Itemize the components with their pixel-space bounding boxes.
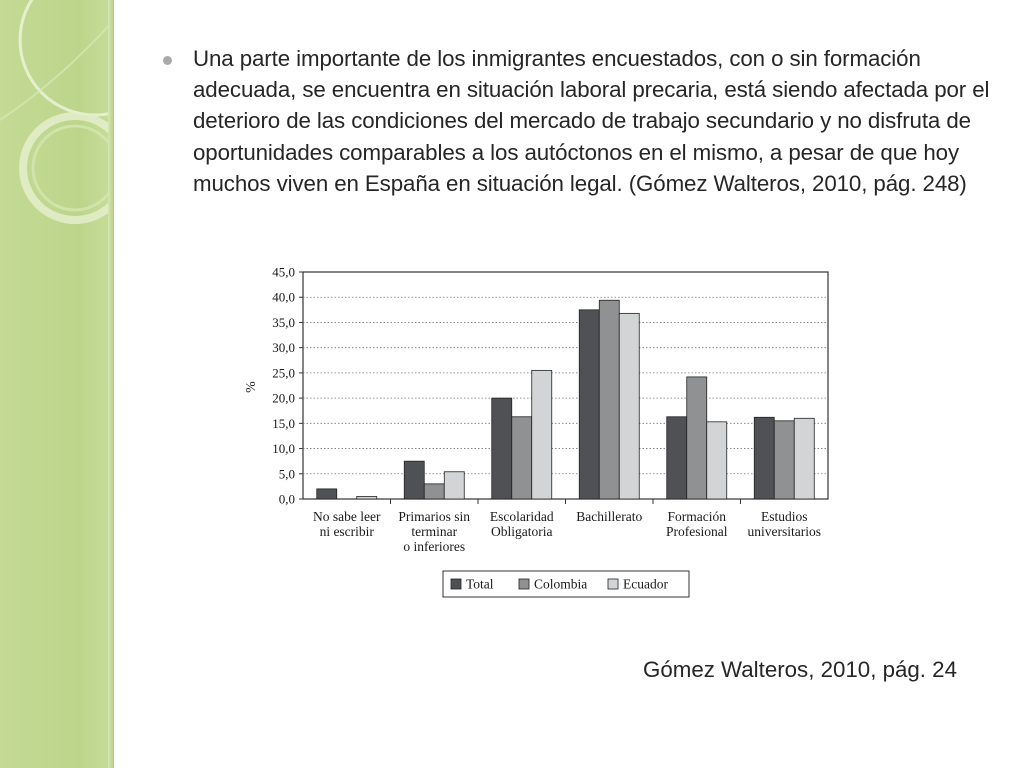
quote-paragraph: Una parte importante de los inmigrantes encuestados, con o sin formación adecuada, se encuentra en situación laboral precaria, está siendo afectada por el deterioro de las condiciones del mercado de trabajo secundario y no disfruta de oportunidades comparables a los autóctonos en el mismo, a pesar de que hoy muchos viven en España en situación legal. (Gómez Walteros, 2010, pág. 248) xyxy=(193,46,990,196)
decorative-sidebar xyxy=(0,0,114,768)
y-tick-label: 15,0 xyxy=(272,415,295,431)
y-tick-label: 40,0 xyxy=(272,289,295,305)
bar-colombia-4 xyxy=(687,377,707,499)
y-tick-label: 5,0 xyxy=(278,466,295,482)
bar-ecuador-2 xyxy=(532,370,552,499)
x-category-label: Primarios sin xyxy=(398,509,471,524)
x-category-label: Formación xyxy=(667,509,726,524)
x-category-label: Bachillerato xyxy=(576,509,643,524)
x-category-label: Estudios xyxy=(760,509,808,524)
y-tick-label: 25,0 xyxy=(272,365,295,381)
bar-colombia-3 xyxy=(599,300,619,499)
x-category-label: terminar xyxy=(411,524,458,539)
legend-swatch-colombia xyxy=(519,579,529,589)
decorative-circles xyxy=(0,0,114,768)
bar-total-5 xyxy=(754,417,774,499)
x-category-label: ni escribir xyxy=(319,524,374,539)
bar-total-2 xyxy=(492,398,512,499)
legend-label-total: Total xyxy=(466,576,494,592)
x-category-label: o inferiores xyxy=(403,539,466,554)
y-tick-label: 30,0 xyxy=(272,340,295,356)
bar-colombia-2 xyxy=(512,417,532,499)
bar-colombia-5 xyxy=(774,421,794,499)
x-category-label: Obligatoria xyxy=(491,524,553,539)
x-category-label: Escolaridad xyxy=(489,509,554,524)
bar-ecuador-5 xyxy=(794,418,814,499)
bar-total-0 xyxy=(317,489,337,499)
y-tick-label: 0,0 xyxy=(278,491,295,507)
bar-total-1 xyxy=(404,461,424,499)
bar-ecuador-4 xyxy=(707,422,727,499)
plot-area xyxy=(303,272,828,499)
citation-text: Gómez Walteros, 2010, pág. 24 xyxy=(643,657,957,682)
x-category-label: universitarios xyxy=(747,524,821,539)
bullet-point xyxy=(163,56,172,65)
y-tick-label: 35,0 xyxy=(272,314,295,330)
bar-total-4 xyxy=(667,417,687,499)
bar-ecuador-0 xyxy=(357,496,377,499)
legend-swatch-total xyxy=(451,579,461,589)
y-tick-label: 10,0 xyxy=(272,441,295,457)
y-axis-label: % xyxy=(244,381,259,393)
x-category-label: Profesional xyxy=(666,524,728,539)
y-tick-label: 20,0 xyxy=(272,390,295,406)
bar-ecuador-3 xyxy=(619,313,639,499)
legend-label-ecuador: Ecuador xyxy=(623,576,668,592)
x-category-label: No sabe leer xyxy=(313,509,381,524)
legend-swatch-ecuador xyxy=(608,579,618,589)
bar-ecuador-1 xyxy=(444,472,464,499)
y-tick-label: 45,0 xyxy=(272,264,295,280)
bar-colombia-1 xyxy=(424,484,444,499)
bar-chart xyxy=(230,262,850,607)
bar-total-3 xyxy=(579,310,599,499)
legend-label-colombia: Colombia xyxy=(534,576,588,592)
